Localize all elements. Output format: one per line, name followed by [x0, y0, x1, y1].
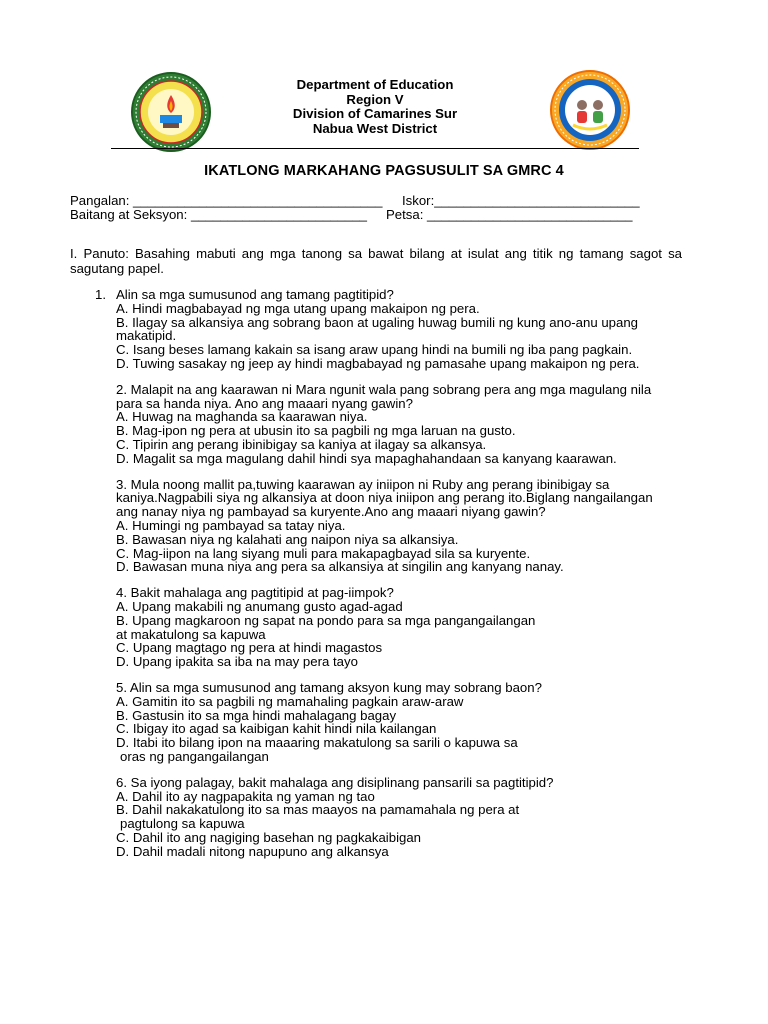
choice-c: C. Tipirin ang perang ibinibigay sa kaniya at ilagay sa alkansya.	[116, 436, 487, 452]
choice-a: A. Humingi ng pambayad sa tatay niya.	[116, 517, 346, 533]
choice-d: D. Tuwing sasakay ng jeep ay hindi magbabayad ng pamasahe upang makaipon ng pera.	[116, 355, 640, 371]
question-5	[70, 681, 670, 764]
choice-b: B. Bawasan niya ng kalahati ang naipon niya sa alkansiya.	[116, 531, 459, 547]
question-list	[70, 288, 670, 870]
choice-c: C. Ibigay ito agad sa kaibigan kahit hindi nila kailangan	[116, 721, 437, 737]
deped-division-seal-icon	[130, 71, 212, 153]
question-6	[70, 776, 670, 859]
choice-b-continued: at makatulong sa kapuwa	[116, 626, 266, 642]
choice-b: B. Upang magkaroon ng sapat na pondo para sa mga pangangailangan	[116, 612, 536, 628]
exam-title: IKATLONG MARKAHANG PAGSUSULIT SA GMRC 4	[204, 163, 564, 179]
choice-c: C. Dahil ito ang nagiging basehan ng pagkakaibigan	[116, 829, 422, 845]
choice-a: A. Gamitin ito sa pagbili ng mamahaling pagkain araw-araw	[116, 693, 464, 709]
school-header	[225, 78, 525, 136]
name-field[interactable]: Pangalan: __________________________________	[70, 193, 383, 208]
question-stem: Alin sa mga sumusunod ang tamang pagtitipid?	[116, 287, 394, 302]
choice-a: A. Dahil ito ay nagpapakita ng yaman ng tao	[116, 788, 375, 804]
choice-b: B. Gastusin ito sa mga hindi mahalagang bagay	[116, 707, 397, 723]
choice-b: B. Ilagay sa alkansiya ang sobrang baon at ugaling huwag bumili ng kung ano-anu upang makatipid.	[116, 314, 639, 344]
choice-d: D. Itabi ito bilang ipon na maaaring makatulong sa sarili o kapuwa sa	[116, 735, 518, 751]
header-division: Division of Camarines Sur	[292, 106, 458, 121]
choice-d: D. Upang ipakita sa iba na may pera tayo	[116, 654, 358, 670]
header-district: Nabua West District	[312, 120, 438, 136]
header-region: Region V	[346, 91, 404, 107]
question-stem: 4. Bakit mahalaga ang pagtitipid at pag-iimpok?	[116, 585, 394, 601]
score-field[interactable]: Iskor:____________________________	[402, 193, 640, 208]
date-field[interactable]: Petsa: ____________________________	[386, 207, 633, 222]
choice-c: C. Mag-iipon na lang siyang muli para makapagbayad sila sa kuryente.	[116, 545, 531, 561]
choice-a: A. Upang makabili ng anumang gusto agad-agad	[116, 598, 403, 614]
choice-a: A. Huwag na maghanda sa kaarawan niya.	[116, 409, 368, 425]
grade-section-field[interactable]: Baitang at Seksyon: ________________________	[70, 207, 367, 222]
school-seal-icon	[549, 69, 631, 151]
question-4	[70, 586, 670, 669]
header-divider	[111, 148, 639, 149]
choice-c: C. Upang magtago ng pera at hindi magastos	[116, 640, 383, 656]
choice-c: C. Isang beses lamang kakain sa isang araw upang hindi na bumili ng iba pang pagkain.	[116, 342, 633, 358]
question-1	[70, 288, 670, 371]
question-stem: 3. Mula noong mallit pa,tuwing kaarawan ay iniipon ni Ruby ang perang ibinibigay sa kaniya.Nagpabili siya ng alkansiya at doon niya iniipon ang perang ito.Biglang nangailangan ang nanay niya ng pambayad sa kuryente.Ano ang maaari niyang gawin?	[116, 476, 653, 520]
question-stem: 6. Sa iyong palagay, bakit mahalaga ang disiplinang pansarili sa pagtitipid?	[116, 774, 554, 790]
choice-b-continued: pagtulong sa kapuwa	[120, 816, 245, 832]
question-number: 1.	[95, 287, 106, 302]
question-3	[70, 478, 670, 575]
choice-a: A. Hindi magbabayad ng mga utang upang makaipon ng pera.	[116, 300, 480, 316]
instructions: I. Panuto: Basahing mabuti ang mga tanong sa bawat bilang at isulat ang titik ng tamang sagot sa sagutang papel.	[70, 246, 682, 276]
choice-d: D. Magalit sa mga magulang dahil hindi sya mapaghahandaan sa kanyang kaarawan.	[116, 450, 617, 466]
question-stem: 5. Alin sa mga sumusunod ang tamang aksyon kung may sobrang baon?	[116, 679, 542, 695]
choice-d-continued: oras ng pangangailangan	[120, 748, 269, 764]
choice-b: B. Mag-ipon ng pera at ubusin ito sa pagbili ng mga laruan na gusto.	[116, 423, 516, 439]
choice-b: B. Dahil nakakatulong ito sa mas maayos na pamamahala ng pera at	[116, 802, 520, 818]
choice-d: D. Bawasan muna niya ang pera sa alkansiya at singilin ang kanyang nanay.	[116, 559, 564, 575]
question-2	[70, 383, 670, 466]
question-stem: 2. Malapit na ang kaarawan ni Mara ngunit wala pang sobrang pera ang mga magulang nila para sa handa niya. Ano ang maaari nyang gawin?	[116, 381, 652, 411]
choice-d: D. Dahil madali nitong napupuno ang alkansya	[116, 843, 389, 859]
header-department: Department of Education	[296, 77, 454, 92]
